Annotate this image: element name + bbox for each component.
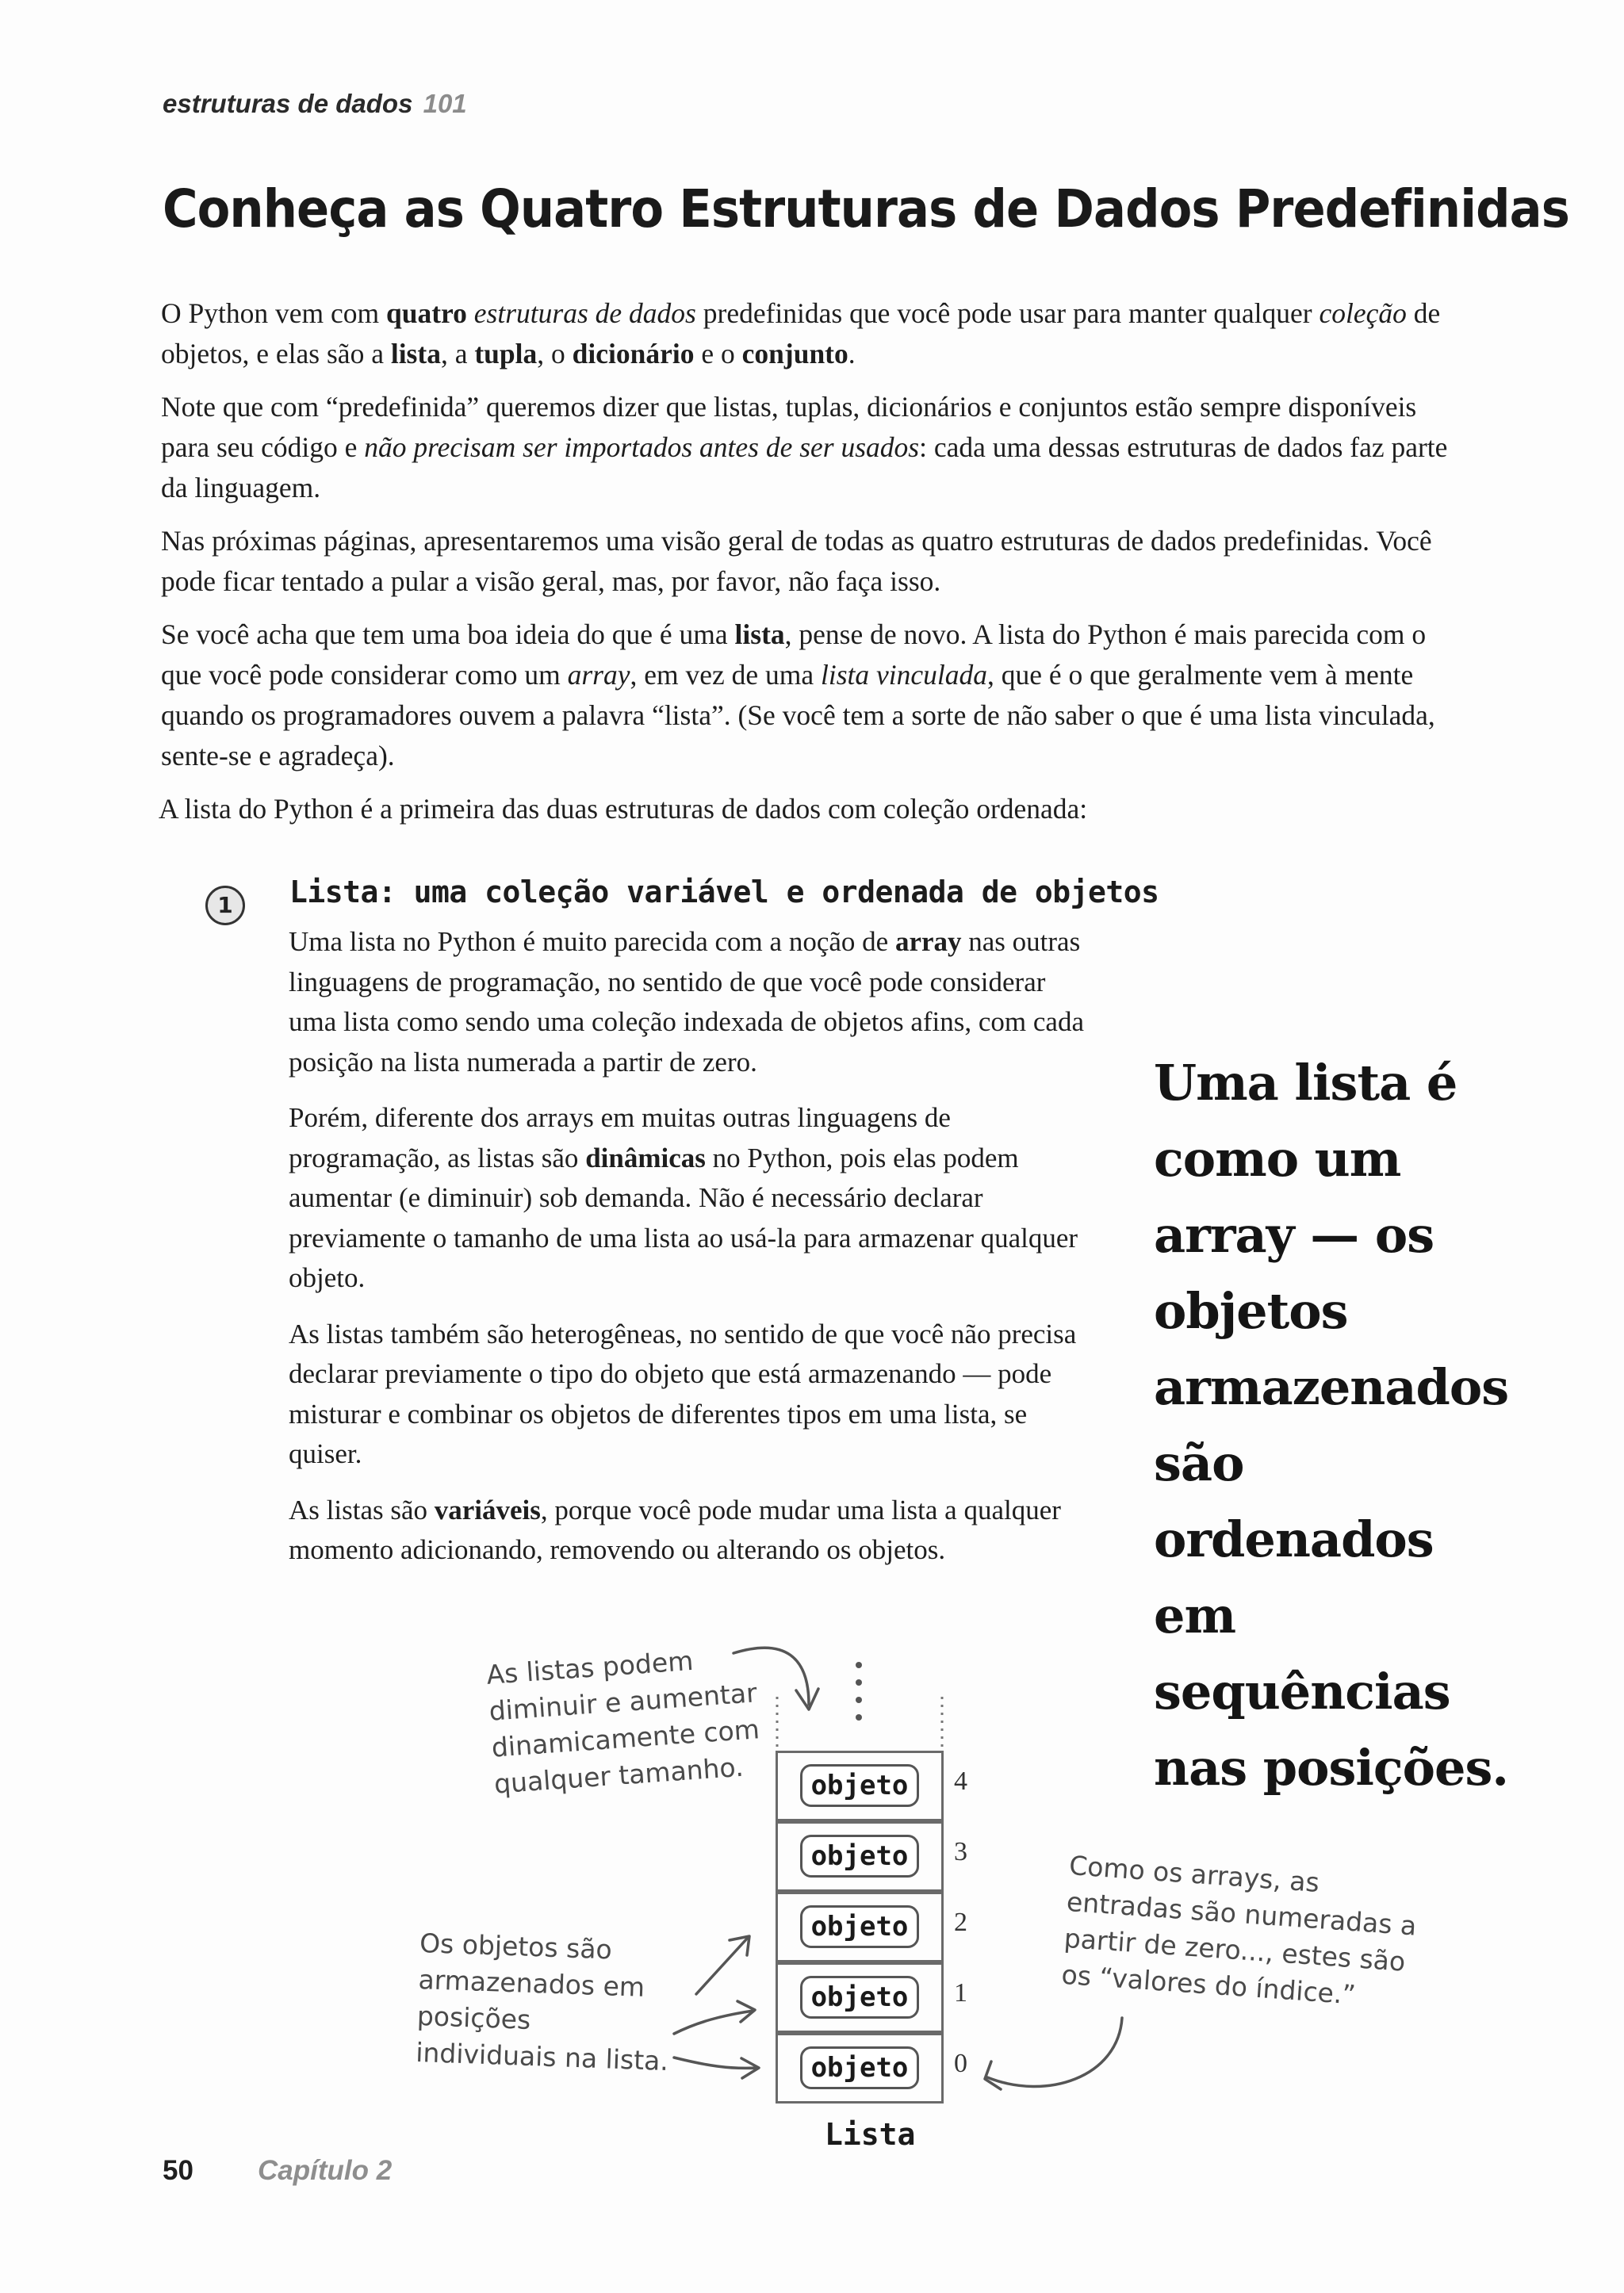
- bold-term: conjunto: [741, 338, 848, 369]
- text-run: no Python, pois elas podem aumentar (e diminuir) sob demanda. Não é necessário declarar previamente o tamanho de uma lista ao usá-la para armazenar qualquer objeto.: [289, 1142, 1078, 1293]
- bold-term: quatro: [385, 297, 467, 329]
- text-run: nas outras linguagens de programação, no sentido de que você pode considerar uma lista como sendo uma coleção indexada de objetos afins, com cada posição na lista numerada a partir de zero.: [289, 926, 1084, 1078]
- text-run: As listas são: [289, 1494, 435, 1525]
- text-run: O Python vem com: [161, 297, 386, 329]
- running-head-section: estruturas de dados: [163, 89, 413, 118]
- arrow-position-2: [696, 1939, 747, 1994]
- list-slot: [776, 1962, 944, 2033]
- page-number: 50: [163, 2155, 193, 2186]
- text-run: , em vez de uma: [630, 659, 822, 691]
- bold-term: lista: [734, 618, 785, 650]
- annotation-index-values: Como os arrays, as entradas são numeradas a partir de zero..., estes são os “valores do índice.”: [1060, 1849, 1418, 2011]
- italic-term: estruturas de dados: [473, 297, 696, 329]
- item-number-badge: 1: [205, 886, 245, 925]
- item-heading: Lista: uma coleção variável e ordenada de objetos: [289, 875, 1159, 909]
- text-run: .: [848, 338, 856, 369]
- list-object: objeto: [800, 1835, 919, 1878]
- list-object: objeto: [800, 1764, 919, 1807]
- index-value: 4: [954, 1767, 967, 1796]
- list-diagram: [776, 1703, 944, 2104]
- text-run: de objetos, e elas são a: [161, 297, 1441, 369]
- list-slot: [776, 1892, 944, 1962]
- bold-term: dicionário: [572, 338, 695, 369]
- text-run: Uma lista no Python é muito parecida com a noção de: [289, 926, 895, 957]
- bold-term: variáveis: [434, 1494, 541, 1525]
- arrow-index: [987, 2018, 1122, 2086]
- text-run: , o: [537, 338, 573, 369]
- page-title: Conheça as Quatro Estruturas de Dados Predefinidas: [163, 178, 1569, 239]
- bold-term: lista: [390, 338, 441, 369]
- text-run: Se você acha que tem uma boa ideia do que é uma: [161, 618, 735, 650]
- pull-quote: Uma lista é como um array — os objetos armazenados são ordenados em sequências nas posições.: [1154, 1054, 1509, 1797]
- list-object: objeto: [800, 2046, 919, 2089]
- bold-term: array: [894, 926, 962, 957]
- text-run: Porém, diferente dos arrays em muitas outras linguagens de programação, as listas são: [289, 1102, 951, 1173]
- text-run: A lista do Python é a primeira das duas estruturas de dados com coleção ordenada:: [159, 793, 1088, 825]
- index-value: 3: [954, 1837, 967, 1866]
- text-run: Note que com “predefinida” queremos dizer que listas, tuplas, dicionários e conjuntos estão sempre disponíveis para seu código e: [161, 391, 1417, 463]
- text-run: predefinidas que você pode usar para manter qualquer: [695, 297, 1320, 329]
- text-run: Nas próximas páginas, apresentaremos uma visão geral de todas as quatro estruturas de dados predefinidas. Você pode ficar tentado a pular a visão geral, mas, por favor, não faça isso.: [161, 525, 1432, 597]
- bold-term: dinâmicas: [585, 1142, 706, 1173]
- italic-term: array: [567, 659, 630, 691]
- chapter-label: Capítulo 2: [258, 2155, 393, 2186]
- italic-term: lista vinculada: [821, 659, 988, 691]
- italic-term: não precisam ser importados antes de ser usados: [364, 431, 920, 463]
- list-object: objeto: [800, 1976, 919, 2019]
- list-slot: [776, 1751, 944, 1821]
- running-head-number: 101: [423, 89, 467, 118]
- text-run: , porque você pode mudar uma lista a qualquer momento adicionando, removendo ou alterando os objetos.: [289, 1494, 1061, 1565]
- text-run: , pense de novo. A lista do Python é mais parecida com o que você pode considerar como um: [161, 618, 1427, 691]
- text-run: , que é o que geralmente vem à mente quando os programadores ouvem a palavra “lista”. (Se você tem a sorte de não saber o que é uma lista vinculada, sente-se e agradeça).: [161, 659, 1435, 771]
- index-value: 1: [954, 1978, 967, 2008]
- text-run: , a: [440, 338, 475, 369]
- list-caption: Lista: [825, 2117, 916, 2152]
- annotation-list-growth: As listas podem diminuir e aumentar dinamicamente com qualquer tamanho.: [485, 1644, 761, 1800]
- text-run: As listas também são heterogêneas, no sentido de que você não precisa declarar previamente o tipo do objeto que está armazenando — pode misturar e combinar os objetos de diferentes tipos em uma lista, se quiser.: [289, 1318, 1077, 1469]
- index-value: 2: [954, 1908, 967, 1937]
- arrow-growth: [733, 1648, 809, 1705]
- text-run: : cada uma dessas estruturas de dados faz parte da linguagem.: [161, 431, 1448, 503]
- text-run: e o: [694, 338, 742, 369]
- list-slot: [776, 2033, 944, 2104]
- list-object: objeto: [800, 1905, 919, 1948]
- list-slot: [776, 1821, 944, 1892]
- annotation-positions: Os objetos são armazenados em posições individuais na lista.: [415, 1927, 669, 2077]
- index-value: 0: [954, 2049, 967, 2078]
- bold-term: tupla: [474, 338, 538, 369]
- italic-term: coleção: [1319, 297, 1407, 329]
